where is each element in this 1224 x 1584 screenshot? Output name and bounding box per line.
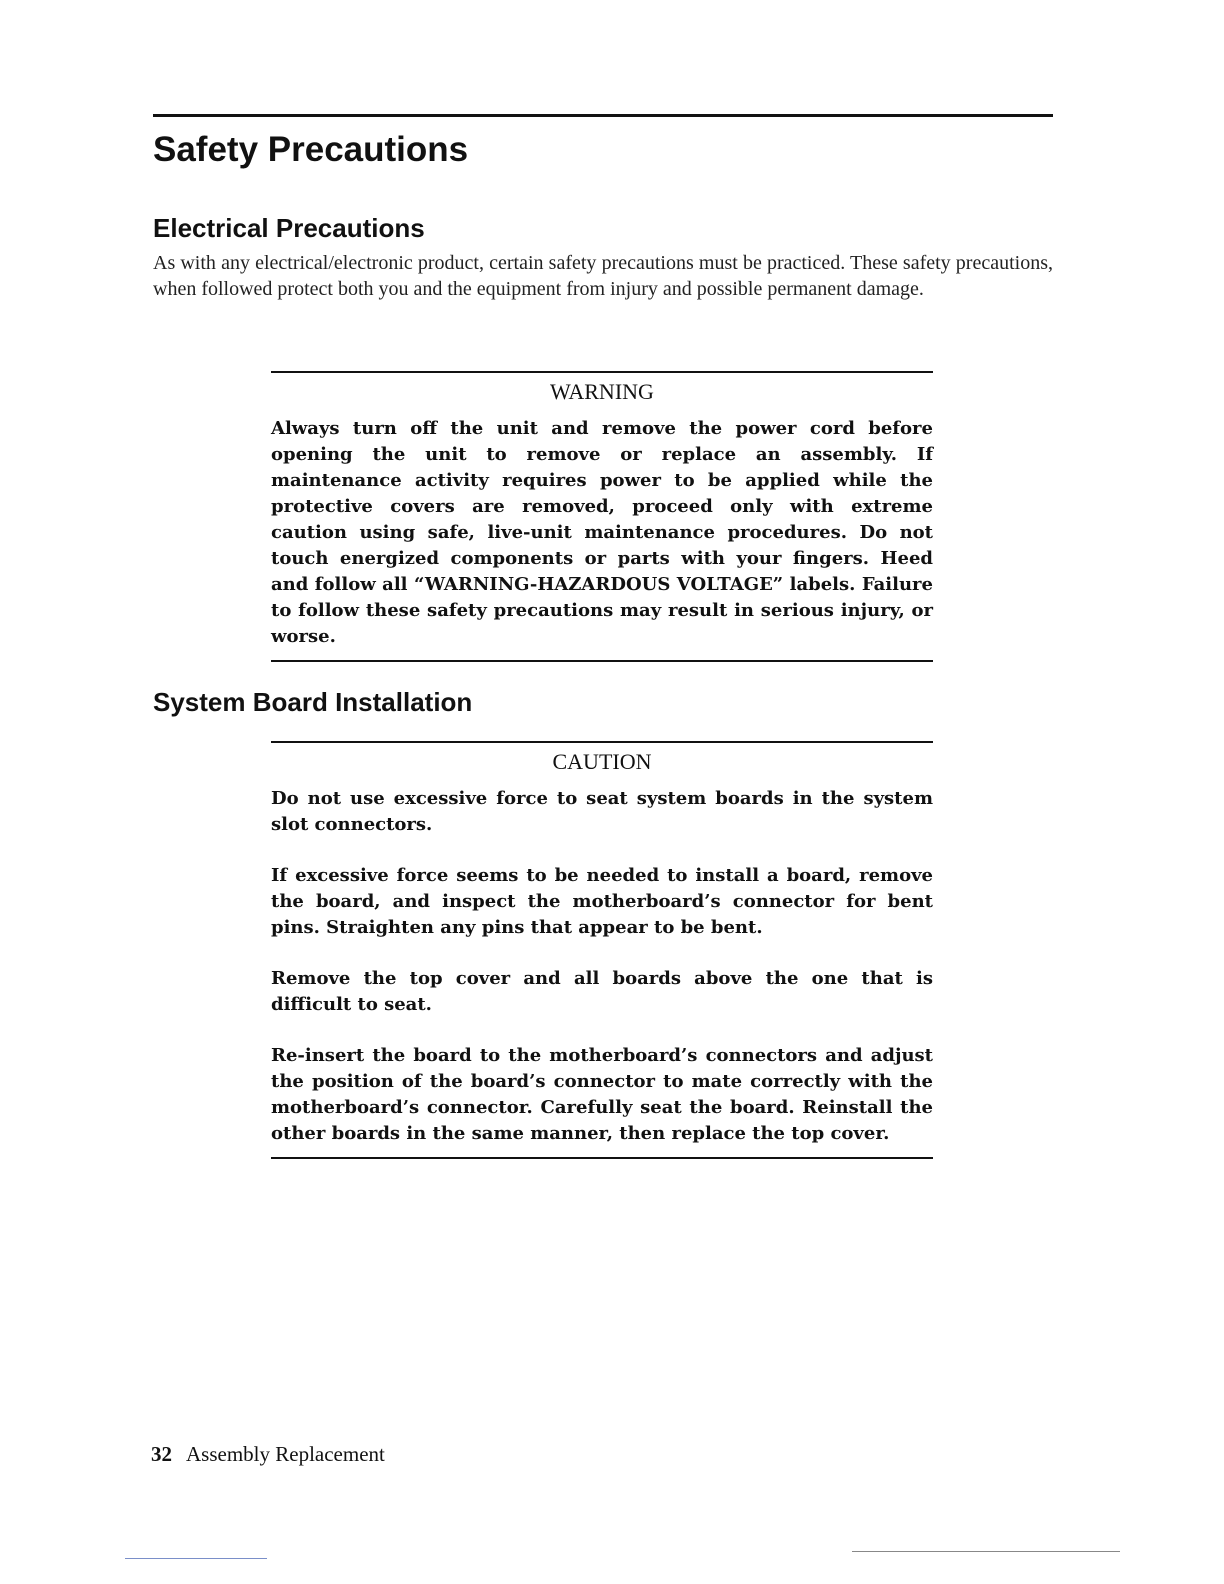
warning-text: Always turn off the unit and remove the power cord before opening the unit to remove or replace an assembly. If maintenance activity requires power to be applied while the protective covers are removed, proceed only with extreme caution using safe, live-unit maintenance procedures. Do not touch energized components or parts with your fingers. Heed and follow all “WARNING-HAZARDOUS VOLTAGE” labels. Failure to follow these safety precautions may result in serious injury, or worse. xyxy=(271,418,933,647)
warning-title: WARNING xyxy=(550,379,654,404)
page-title: Safety Precautions xyxy=(153,130,469,169)
scan-mark-right xyxy=(852,1551,1120,1552)
section-heading-system-board: System Board Installation xyxy=(153,687,473,717)
intro-paragraph: As with any electrical/electronic product, certain safety precautions must be practiced. These safety precautions, when followed protect both you and the equipment from injury and possible permanent damage. xyxy=(153,252,1053,300)
chapter-title: Assembly Replacement xyxy=(186,1442,385,1466)
caution-paragraph: Do not use excessive force to seat system boards in the system slot connectors. xyxy=(271,788,933,835)
caution-paragraph: Re-insert the board to the motherboard’s connectors and adjust the position of the board’s connector to mate correctly with the motherboard’s connector. Carefully seat the board. Reinstall the other boards in the same manner, then replace the top cover. xyxy=(271,1045,933,1144)
caution-box xyxy=(271,741,933,1159)
caution-paragraph: If excessive force seems to be needed to install a board, remove the board, and inspect the motherboard’s connector for bent pins. Straighten any pins that appear to be bent. xyxy=(271,865,933,938)
section-heading-electrical: Electrical Precautions xyxy=(153,213,425,243)
page-footer xyxy=(151,1440,385,1468)
top-rule xyxy=(153,114,1053,117)
warning-box xyxy=(271,371,933,662)
scan-mark-left xyxy=(125,1558,267,1559)
page-number: 32 xyxy=(151,1442,172,1466)
caution-title: CAUTION xyxy=(552,749,652,774)
caution-paragraph: Remove the top cover and all boards above the one that is difficult to seat. xyxy=(271,968,933,1015)
